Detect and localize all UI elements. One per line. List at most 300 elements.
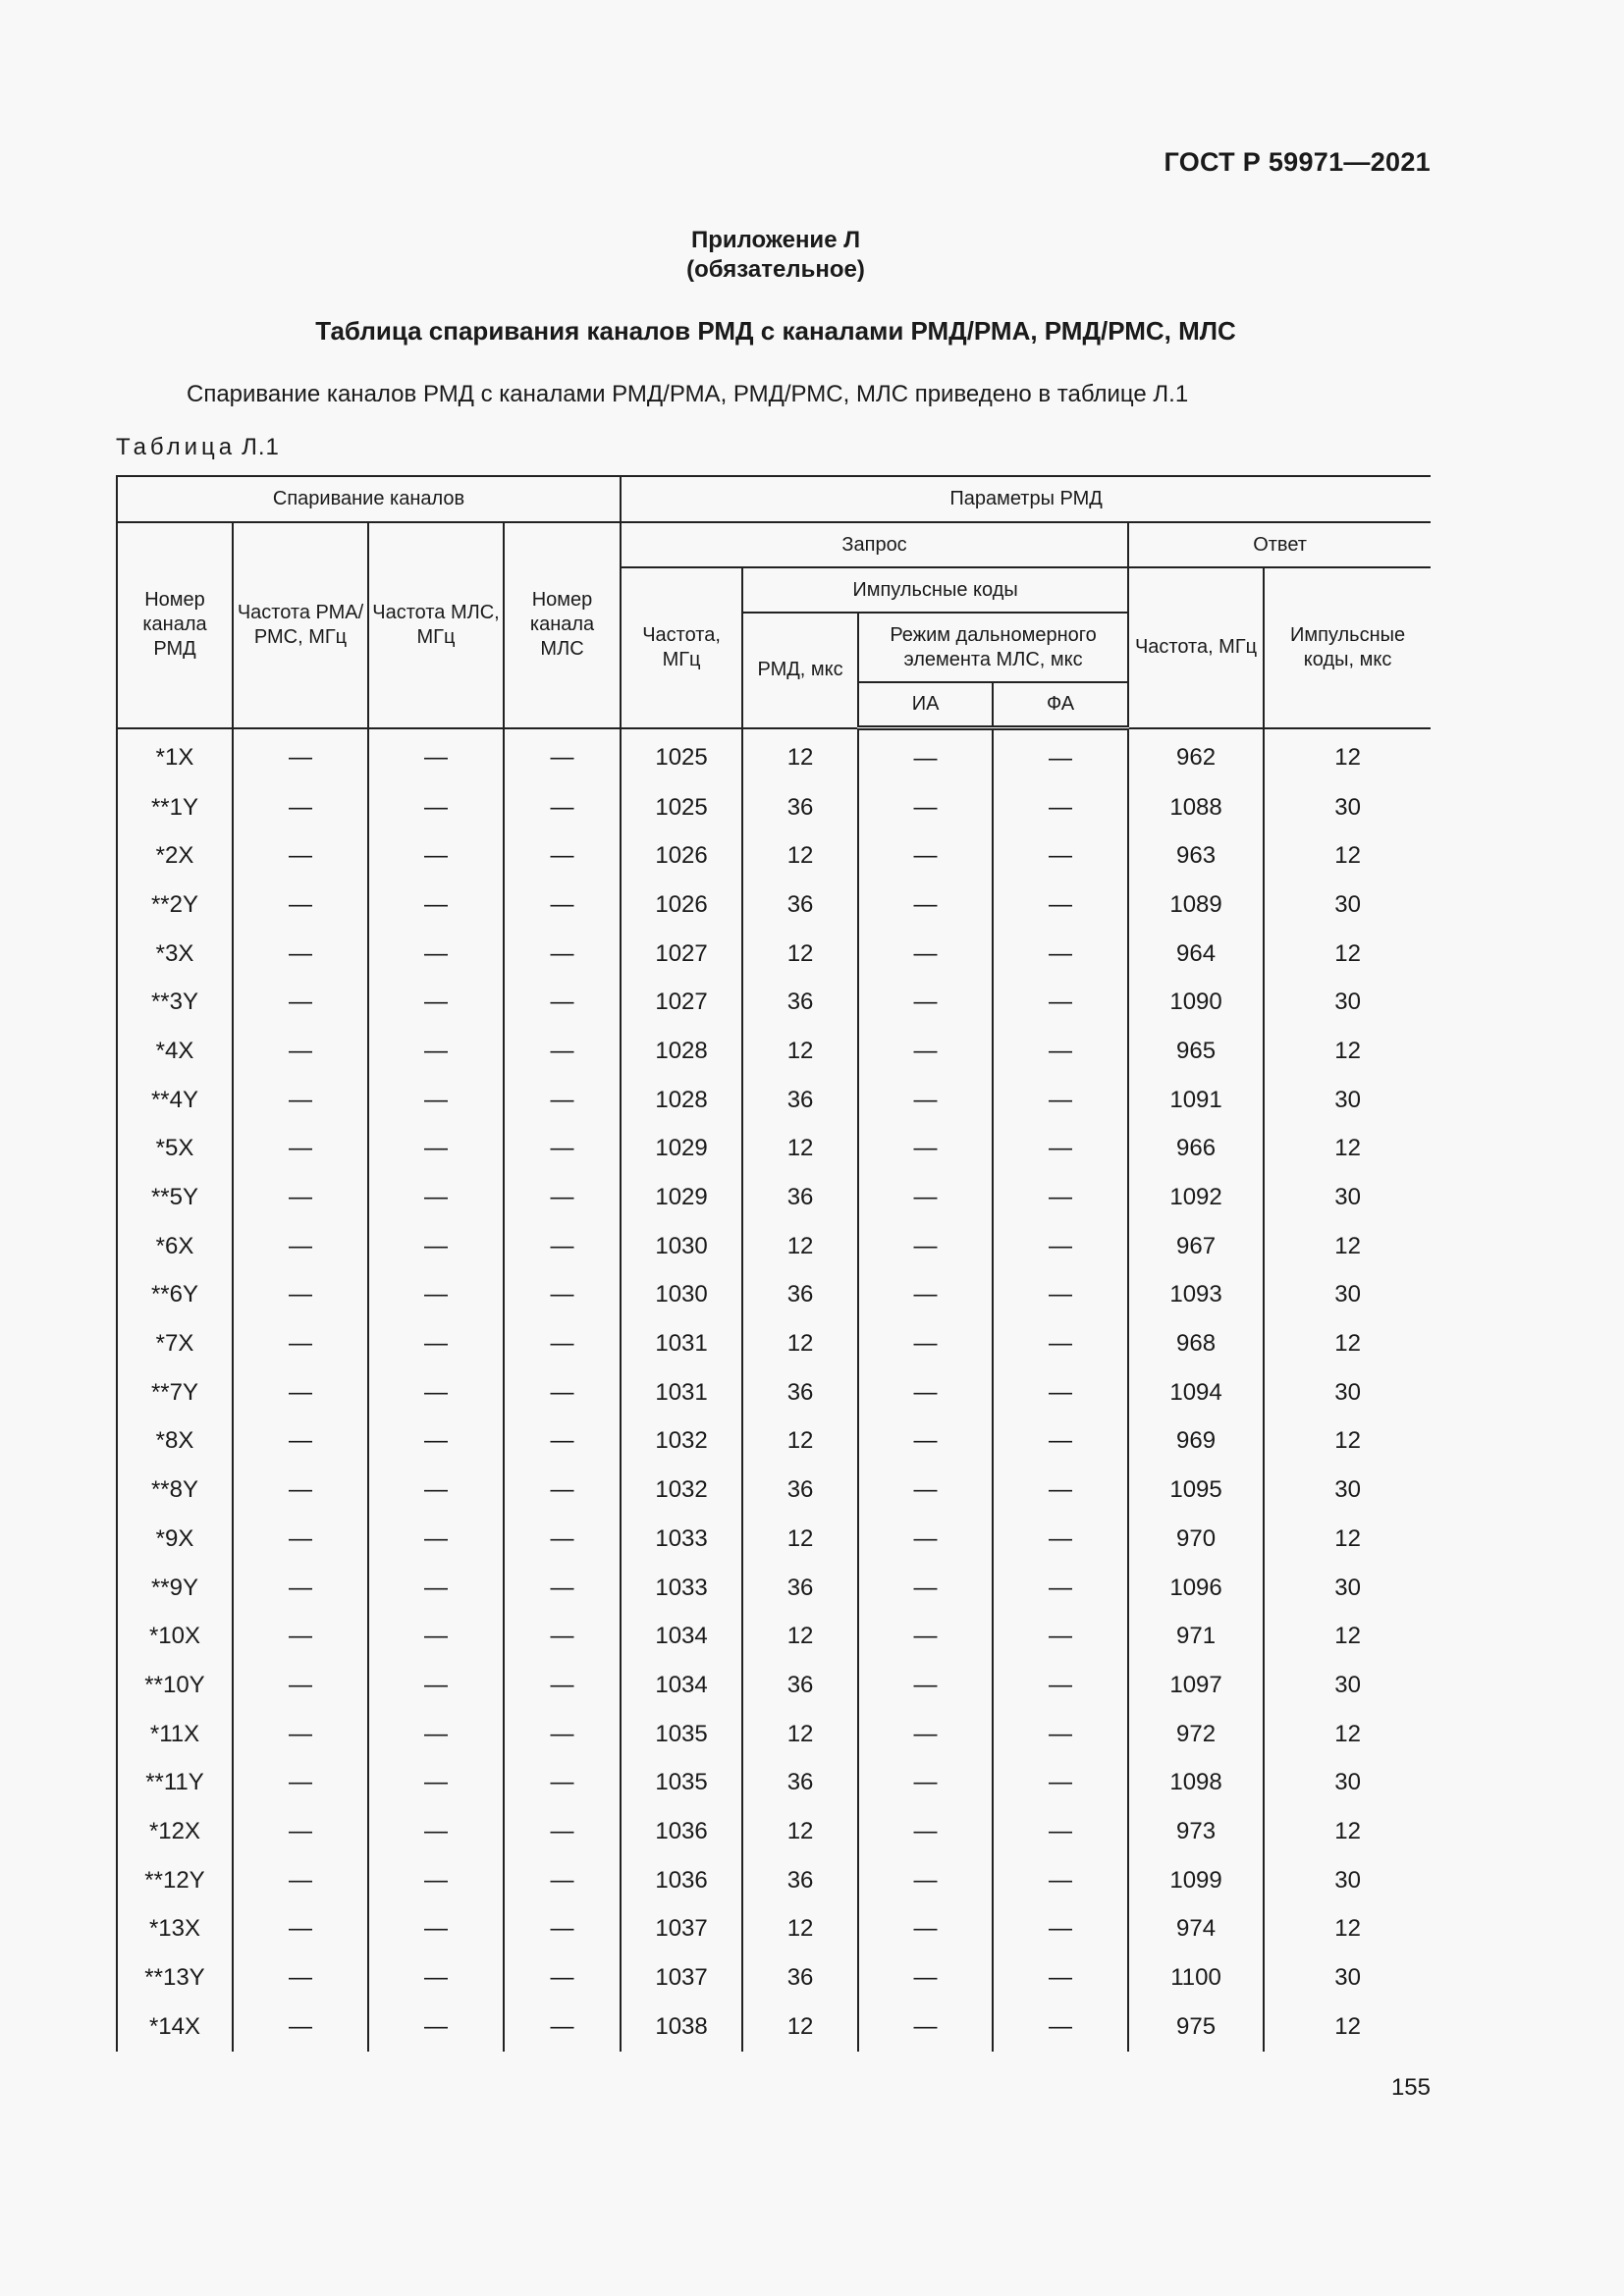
header-mls-mode: Режим дальномерного элемента МЛС, мкс: [858, 613, 1128, 682]
cell-freq-mls: —: [368, 1466, 504, 1515]
cell-response-codes: 30: [1264, 1368, 1431, 1417]
cell-channel-mls: —: [504, 2002, 621, 2052]
cell-request-freq: 1029: [621, 1173, 742, 1222]
cell-ia: —: [858, 1319, 993, 1368]
cell-rmd-us: 36: [742, 783, 858, 832]
cell-ia: —: [858, 1905, 993, 1954]
cell-response-freq: 1091: [1128, 1076, 1264, 1125]
header-rmd-us: РМД, мкс: [742, 613, 858, 728]
cell-freq-rma-rms: —: [233, 1319, 368, 1368]
cell-ia: —: [858, 2002, 993, 2052]
header-group-params: Параметры РМД: [621, 476, 1431, 522]
cell-freq-mls: —: [368, 1905, 504, 1954]
cell-response-freq: 968: [1128, 1319, 1264, 1368]
cell-freq-mls: —: [368, 831, 504, 881]
cell-freq-mls: —: [368, 1807, 504, 1856]
cell-freq-mls: —: [368, 1368, 504, 1417]
cell-response-freq: 1095: [1128, 1466, 1264, 1515]
cell-freq-rma-rms: —: [233, 831, 368, 881]
cell-channel-rmd: **11Y: [117, 1758, 233, 1807]
table-row: [117, 728, 1431, 783]
cell-channel-mls: —: [504, 930, 621, 979]
cell-freq-rma-rms: —: [233, 783, 368, 832]
cell-fa: —: [993, 1222, 1128, 1271]
cell-freq-rma-rms: —: [233, 728, 368, 783]
cell-freq-mls: —: [368, 881, 504, 930]
header-response-freq: Частота, МГц: [1128, 567, 1264, 728]
table-row: [117, 2002, 1431, 2052]
cell-response-freq: 972: [1128, 1710, 1264, 1759]
cell-channel-rmd: *7X: [117, 1319, 233, 1368]
cell-channel-rmd: **6Y: [117, 1271, 233, 1320]
table-row: [117, 1076, 1431, 1125]
table-row: [117, 978, 1431, 1027]
cell-channel-rmd: **4Y: [117, 1076, 233, 1125]
cell-channel-rmd: **3Y: [117, 978, 233, 1027]
cell-rmd-us: 12: [742, 1222, 858, 1271]
section-heading: Таблица спаривания каналов РМД с каналами РМД/РМА, РМД/РМС, МЛС: [315, 316, 1236, 346]
cell-freq-mls: —: [368, 1076, 504, 1125]
cell-request-freq: 1037: [621, 1953, 742, 2002]
appendix-heading: [0, 226, 1551, 285]
table-row: [117, 1368, 1431, 1417]
cell-rmd-us: 36: [742, 1953, 858, 2002]
cell-request-freq: 1026: [621, 831, 742, 881]
cell-rmd-us: 36: [742, 1856, 858, 1905]
cell-ia: —: [858, 1953, 993, 2002]
cell-response-freq: 966: [1128, 1125, 1264, 1174]
cell-freq-rma-rms: —: [233, 1661, 368, 1710]
cell-request-freq: 1033: [621, 1515, 742, 1564]
cell-response-freq: 1089: [1128, 881, 1264, 930]
cell-ia: —: [858, 1515, 993, 1564]
cell-rmd-us: 12: [742, 1515, 858, 1564]
cell-channel-mls: —: [504, 1953, 621, 2002]
cell-response-codes: 30: [1264, 1271, 1431, 1320]
cell-request-freq: 1038: [621, 2002, 742, 2052]
cell-fa: —: [993, 1710, 1128, 1759]
cell-channel-rmd: *6X: [117, 1222, 233, 1271]
cell-response-codes: 12: [1264, 1125, 1431, 1174]
cell-response-codes: 30: [1264, 978, 1431, 1027]
cell-rmd-us: 36: [742, 1758, 858, 1807]
cell-rmd-us: 12: [742, 2002, 858, 2052]
cell-channel-mls: —: [504, 1710, 621, 1759]
table-row: [117, 1466, 1431, 1515]
cell-response-codes: 12: [1264, 831, 1431, 881]
cell-ia: —: [858, 1271, 993, 1320]
cell-response-codes: 12: [1264, 728, 1431, 783]
page-number: 155: [1390, 2074, 1431, 2101]
header-pulse-codes: Импульсные коды: [742, 567, 1128, 613]
cell-channel-mls: —: [504, 881, 621, 930]
cell-ia: —: [858, 1368, 993, 1417]
cell-freq-mls: —: [368, 1173, 504, 1222]
cell-request-freq: 1033: [621, 1564, 742, 1613]
cell-request-freq: 1027: [621, 930, 742, 979]
table-row: [117, 1417, 1431, 1467]
cell-response-freq: 973: [1128, 1807, 1264, 1856]
cell-response-codes: 30: [1264, 783, 1431, 832]
cell-channel-rmd: **7Y: [117, 1368, 233, 1417]
cell-fa: —: [993, 1466, 1128, 1515]
table-row: [117, 1027, 1431, 1076]
cell-channel-rmd: *14X: [117, 2002, 233, 2052]
cell-freq-rma-rms: —: [233, 1125, 368, 1174]
cell-fa: —: [993, 728, 1128, 783]
cell-channel-rmd: **13Y: [117, 1953, 233, 2002]
cell-freq-mls: —: [368, 1953, 504, 2002]
table-row: [117, 1222, 1431, 1271]
cell-fa: —: [993, 1271, 1128, 1320]
cell-response-freq: 962: [1128, 728, 1264, 783]
table-caption: [116, 434, 280, 461]
cell-response-codes: 12: [1264, 1807, 1431, 1856]
cell-freq-rma-rms: —: [233, 1368, 368, 1417]
cell-freq-rma-rms: —: [233, 1466, 368, 1515]
cell-rmd-us: 36: [742, 1466, 858, 1515]
table-row: [117, 1905, 1431, 1954]
cell-channel-mls: —: [504, 1564, 621, 1613]
cell-response-codes: 12: [1264, 930, 1431, 979]
cell-freq-rma-rms: —: [233, 1222, 368, 1271]
cell-freq-mls: —: [368, 1515, 504, 1564]
cell-fa: —: [993, 1368, 1128, 1417]
cell-freq-mls: —: [368, 1758, 504, 1807]
table-row: [117, 1612, 1431, 1661]
cell-response-codes: 30: [1264, 1076, 1431, 1125]
cell-ia: —: [858, 1417, 993, 1467]
cell-freq-mls: —: [368, 1710, 504, 1759]
cell-response-freq: 1094: [1128, 1368, 1264, 1417]
table-caption-word: Таблица: [116, 434, 237, 460]
cell-channel-mls: —: [504, 1466, 621, 1515]
cell-fa: —: [993, 1661, 1128, 1710]
cell-response-freq: 1093: [1128, 1271, 1264, 1320]
cell-response-freq: 969: [1128, 1417, 1264, 1467]
cell-response-codes: 12: [1264, 2002, 1431, 2052]
cell-ia: —: [858, 1856, 993, 1905]
cell-response-codes: 30: [1264, 1758, 1431, 1807]
cell-response-freq: 1092: [1128, 1173, 1264, 1222]
cell-channel-rmd: **1Y: [117, 783, 233, 832]
cell-channel-rmd: *12X: [117, 1807, 233, 1856]
table-row: [117, 831, 1431, 881]
cell-channel-mls: —: [504, 1271, 621, 1320]
cell-freq-mls: —: [368, 1271, 504, 1320]
cell-channel-rmd: **9Y: [117, 1564, 233, 1613]
appendix-title: Приложение Л: [690, 227, 861, 253]
cell-freq-rma-rms: —: [233, 881, 368, 930]
cell-request-freq: 1028: [621, 1076, 742, 1125]
cell-response-freq: 975: [1128, 2002, 1264, 2052]
cell-fa: —: [993, 1758, 1128, 1807]
cell-response-freq: 1099: [1128, 1856, 1264, 1905]
cell-freq-rma-rms: —: [233, 1807, 368, 1856]
cell-freq-rma-rms: —: [233, 1953, 368, 2002]
cell-ia: —: [858, 1612, 993, 1661]
cell-rmd-us: 12: [742, 1612, 858, 1661]
cell-channel-mls: —: [504, 728, 621, 783]
cell-channel-mls: —: [504, 1076, 621, 1125]
cell-fa: —: [993, 1417, 1128, 1467]
cell-request-freq: 1032: [621, 1417, 742, 1467]
cell-rmd-us: 36: [742, 881, 858, 930]
cell-ia: —: [858, 783, 993, 832]
cell-response-codes: 12: [1264, 1905, 1431, 1954]
cell-fa: —: [993, 1612, 1128, 1661]
table-row: [117, 1515, 1431, 1564]
cell-freq-rma-rms: —: [233, 1564, 368, 1613]
cell-freq-mls: —: [368, 1417, 504, 1467]
table-row: [117, 1319, 1431, 1368]
cell-response-codes: 12: [1264, 1027, 1431, 1076]
cell-channel-mls: —: [504, 1222, 621, 1271]
cell-fa: —: [993, 978, 1128, 1027]
cell-channel-rmd: *2X: [117, 831, 233, 881]
cell-request-freq: 1034: [621, 1612, 742, 1661]
cell-channel-mls: —: [504, 1319, 621, 1368]
cell-freq-rma-rms: —: [233, 930, 368, 979]
cell-response-codes: 30: [1264, 1173, 1431, 1222]
cell-response-freq: 1090: [1128, 978, 1264, 1027]
cell-fa: —: [993, 2002, 1128, 2052]
cell-request-freq: 1030: [621, 1271, 742, 1320]
cell-rmd-us: 12: [742, 728, 858, 783]
cell-response-codes: 30: [1264, 1661, 1431, 1710]
cell-fa: —: [993, 1027, 1128, 1076]
cell-response-codes: 30: [1264, 1466, 1431, 1515]
cell-response-codes: 12: [1264, 1222, 1431, 1271]
cell-rmd-us: 36: [742, 1661, 858, 1710]
cell-fa: —: [993, 1807, 1128, 1856]
cell-channel-mls: —: [504, 1417, 621, 1467]
cell-freq-mls: —: [368, 1319, 504, 1368]
cell-channel-mls: —: [504, 978, 621, 1027]
cell-fa: —: [993, 1564, 1128, 1613]
cell-response-freq: 971: [1128, 1612, 1264, 1661]
cell-response-codes: 30: [1264, 1564, 1431, 1613]
cell-request-freq: 1034: [621, 1661, 742, 1710]
cell-response-freq: 974: [1128, 1905, 1264, 1954]
cell-freq-mls: —: [368, 930, 504, 979]
cell-rmd-us: 36: [742, 1076, 858, 1125]
cell-channel-rmd: *1X: [117, 728, 233, 783]
cell-channel-mls: —: [504, 1027, 621, 1076]
cell-channel-rmd: *4X: [117, 1027, 233, 1076]
cell-freq-rma-rms: —: [233, 1710, 368, 1759]
cell-response-freq: 1096: [1128, 1564, 1264, 1613]
cell-rmd-us: 12: [742, 1417, 858, 1467]
cell-freq-mls: —: [368, 1612, 504, 1661]
cell-request-freq: 1028: [621, 1027, 742, 1076]
cell-response-freq: 963: [1128, 831, 1264, 881]
cell-ia: —: [858, 1807, 993, 1856]
cell-channel-mls: —: [504, 1661, 621, 1710]
cell-request-freq: 1026: [621, 881, 742, 930]
cell-freq-rma-rms: —: [233, 1027, 368, 1076]
cell-freq-mls: —: [368, 1856, 504, 1905]
cell-channel-mls: —: [504, 1807, 621, 1856]
table-row: [117, 881, 1431, 930]
cell-request-freq: 1031: [621, 1368, 742, 1417]
cell-request-freq: 1031: [621, 1319, 742, 1368]
cell-rmd-us: 12: [742, 1027, 858, 1076]
table-row: [117, 1661, 1431, 1710]
cell-ia: —: [858, 1027, 993, 1076]
cell-freq-rma-rms: —: [233, 1612, 368, 1661]
standard-code: ГОСТ Р 59971—2021: [1164, 147, 1431, 177]
cell-request-freq: 1036: [621, 1856, 742, 1905]
cell-rmd-us: 12: [742, 1125, 858, 1174]
cell-rmd-us: 12: [742, 1905, 858, 1954]
cell-ia: —: [858, 831, 993, 881]
cell-channel-rmd: *10X: [117, 1612, 233, 1661]
cell-response-freq: 1088: [1128, 783, 1264, 832]
cell-freq-mls: —: [368, 1661, 504, 1710]
cell-fa: —: [993, 1515, 1128, 1564]
cell-freq-rma-rms: —: [233, 2002, 368, 2052]
cell-freq-mls: —: [368, 728, 504, 783]
cell-rmd-us: 36: [742, 1368, 858, 1417]
cell-fa: —: [993, 930, 1128, 979]
cell-channel-rmd: *9X: [117, 1515, 233, 1564]
cell-request-freq: 1032: [621, 1466, 742, 1515]
cell-rmd-us: 36: [742, 978, 858, 1027]
cell-fa: —: [993, 881, 1128, 930]
cell-response-codes: 30: [1264, 881, 1431, 930]
cell-rmd-us: 12: [742, 1807, 858, 1856]
cell-channel-rmd: *11X: [117, 1710, 233, 1759]
cell-response-freq: 1097: [1128, 1661, 1264, 1710]
table-header: [117, 476, 1431, 728]
cell-response-freq: 1098: [1128, 1758, 1264, 1807]
table-row: [117, 1271, 1431, 1320]
cell-response-freq: 1100: [1128, 1953, 1264, 2002]
cell-freq-rma-rms: —: [233, 1417, 368, 1467]
table-row: [117, 783, 1431, 832]
cell-fa: —: [993, 1319, 1128, 1368]
cell-freq-rma-rms: —: [233, 1905, 368, 1954]
cell-freq-mls: —: [368, 1125, 504, 1174]
cell-rmd-us: 12: [742, 831, 858, 881]
cell-channel-rmd: *5X: [117, 1125, 233, 1174]
cell-response-freq: 965: [1128, 1027, 1264, 1076]
cell-ia: —: [858, 1564, 993, 1613]
cell-fa: —: [993, 1173, 1128, 1222]
cell-channel-mls: —: [504, 1856, 621, 1905]
table-caption-number: Л.1: [242, 434, 280, 460]
cell-fa: —: [993, 1076, 1128, 1125]
cell-request-freq: 1029: [621, 1125, 742, 1174]
cell-freq-mls: —: [368, 783, 504, 832]
cell-ia: —: [858, 930, 993, 979]
cell-freq-mls: —: [368, 1222, 504, 1271]
cell-ia: —: [858, 728, 993, 783]
cell-channel-rmd: *13X: [117, 1905, 233, 1954]
cell-response-codes: 12: [1264, 1710, 1431, 1759]
cell-channel-rmd: **10Y: [117, 1661, 233, 1710]
cell-ia: —: [858, 1173, 993, 1222]
cell-freq-mls: —: [368, 2002, 504, 2052]
cell-request-freq: 1035: [621, 1710, 742, 1759]
cell-request-freq: 1030: [621, 1222, 742, 1271]
cell-fa: —: [993, 1905, 1128, 1954]
cell-request-freq: 1036: [621, 1807, 742, 1856]
cell-response-codes: 30: [1264, 1953, 1431, 2002]
cell-fa: —: [993, 831, 1128, 881]
cell-channel-rmd: *3X: [117, 930, 233, 979]
cell-freq-rma-rms: —: [233, 978, 368, 1027]
cell-channel-mls: —: [504, 1125, 621, 1174]
cell-channel-mls: —: [504, 831, 621, 881]
table-frame: [116, 475, 1431, 2056]
cell-fa: —: [993, 1856, 1128, 1905]
cell-response-freq: 967: [1128, 1222, 1264, 1271]
cell-channel-rmd: **2Y: [117, 881, 233, 930]
table-row: [117, 1856, 1431, 1905]
cell-response-codes: 12: [1264, 1417, 1431, 1467]
cell-response-freq: 964: [1128, 930, 1264, 979]
cell-freq-rma-rms: —: [233, 1076, 368, 1125]
header-response-codes: Импульсные коды, мкс: [1264, 567, 1431, 728]
cell-ia: —: [858, 1758, 993, 1807]
cell-ia: —: [858, 1076, 993, 1125]
cell-freq-mls: —: [368, 978, 504, 1027]
cell-ia: —: [858, 1125, 993, 1174]
cell-ia: —: [858, 1661, 993, 1710]
cell-ia: —: [858, 1710, 993, 1759]
header-group-pairing: Спаривание каналов: [117, 476, 621, 522]
cell-response-codes: 12: [1264, 1515, 1431, 1564]
appendix-status: (обязательное): [686, 256, 865, 283]
header-channel-rmd: Номер канала РМД: [117, 522, 233, 728]
table-row: [117, 1564, 1431, 1613]
header-channel-mls: Номер канала МЛС: [504, 522, 621, 728]
cell-rmd-us: 36: [742, 1173, 858, 1222]
cell-freq-rma-rms: —: [233, 1856, 368, 1905]
cell-freq-mls: —: [368, 1564, 504, 1613]
cell-response-codes: 30: [1264, 1856, 1431, 1905]
table-row: [117, 1125, 1431, 1174]
cell-rmd-us: 12: [742, 1319, 858, 1368]
cell-channel-mls: —: [504, 1173, 621, 1222]
cell-rmd-us: 36: [742, 1271, 858, 1320]
cell-request-freq: 1025: [621, 783, 742, 832]
cell-freq-rma-rms: —: [233, 1515, 368, 1564]
header-freq-rma-rms: Частота РМА/ РМС, МГц: [233, 522, 368, 728]
cell-freq-rma-rms: —: [233, 1271, 368, 1320]
header-response: Ответ: [1128, 522, 1431, 567]
cell-request-freq: 1025: [621, 728, 742, 783]
cell-channel-mls: —: [504, 783, 621, 832]
cell-response-codes: 12: [1264, 1319, 1431, 1368]
cell-channel-rmd: **5Y: [117, 1173, 233, 1222]
intro-paragraph: Спаривание каналов РМД с каналами РМД/РМА, РМД/РМС, МЛС приведено в таблице Л.1: [187, 381, 1189, 407]
table-row: [117, 930, 1431, 979]
cell-rmd-us: 12: [742, 930, 858, 979]
header-request: Запрос: [621, 522, 1128, 567]
cell-request-freq: 1037: [621, 1905, 742, 1954]
cell-fa: —: [993, 783, 1128, 832]
header-request-freq: Частота, МГц: [621, 567, 742, 728]
cell-channel-mls: —: [504, 1368, 621, 1417]
header-freq-mls: Частота МЛС, МГц: [368, 522, 504, 728]
cell-rmd-us: 36: [742, 1564, 858, 1613]
header-ia: ИА: [858, 682, 993, 728]
channel-pairing-table: [116, 475, 1431, 2052]
cell-channel-mls: —: [504, 1905, 621, 1954]
